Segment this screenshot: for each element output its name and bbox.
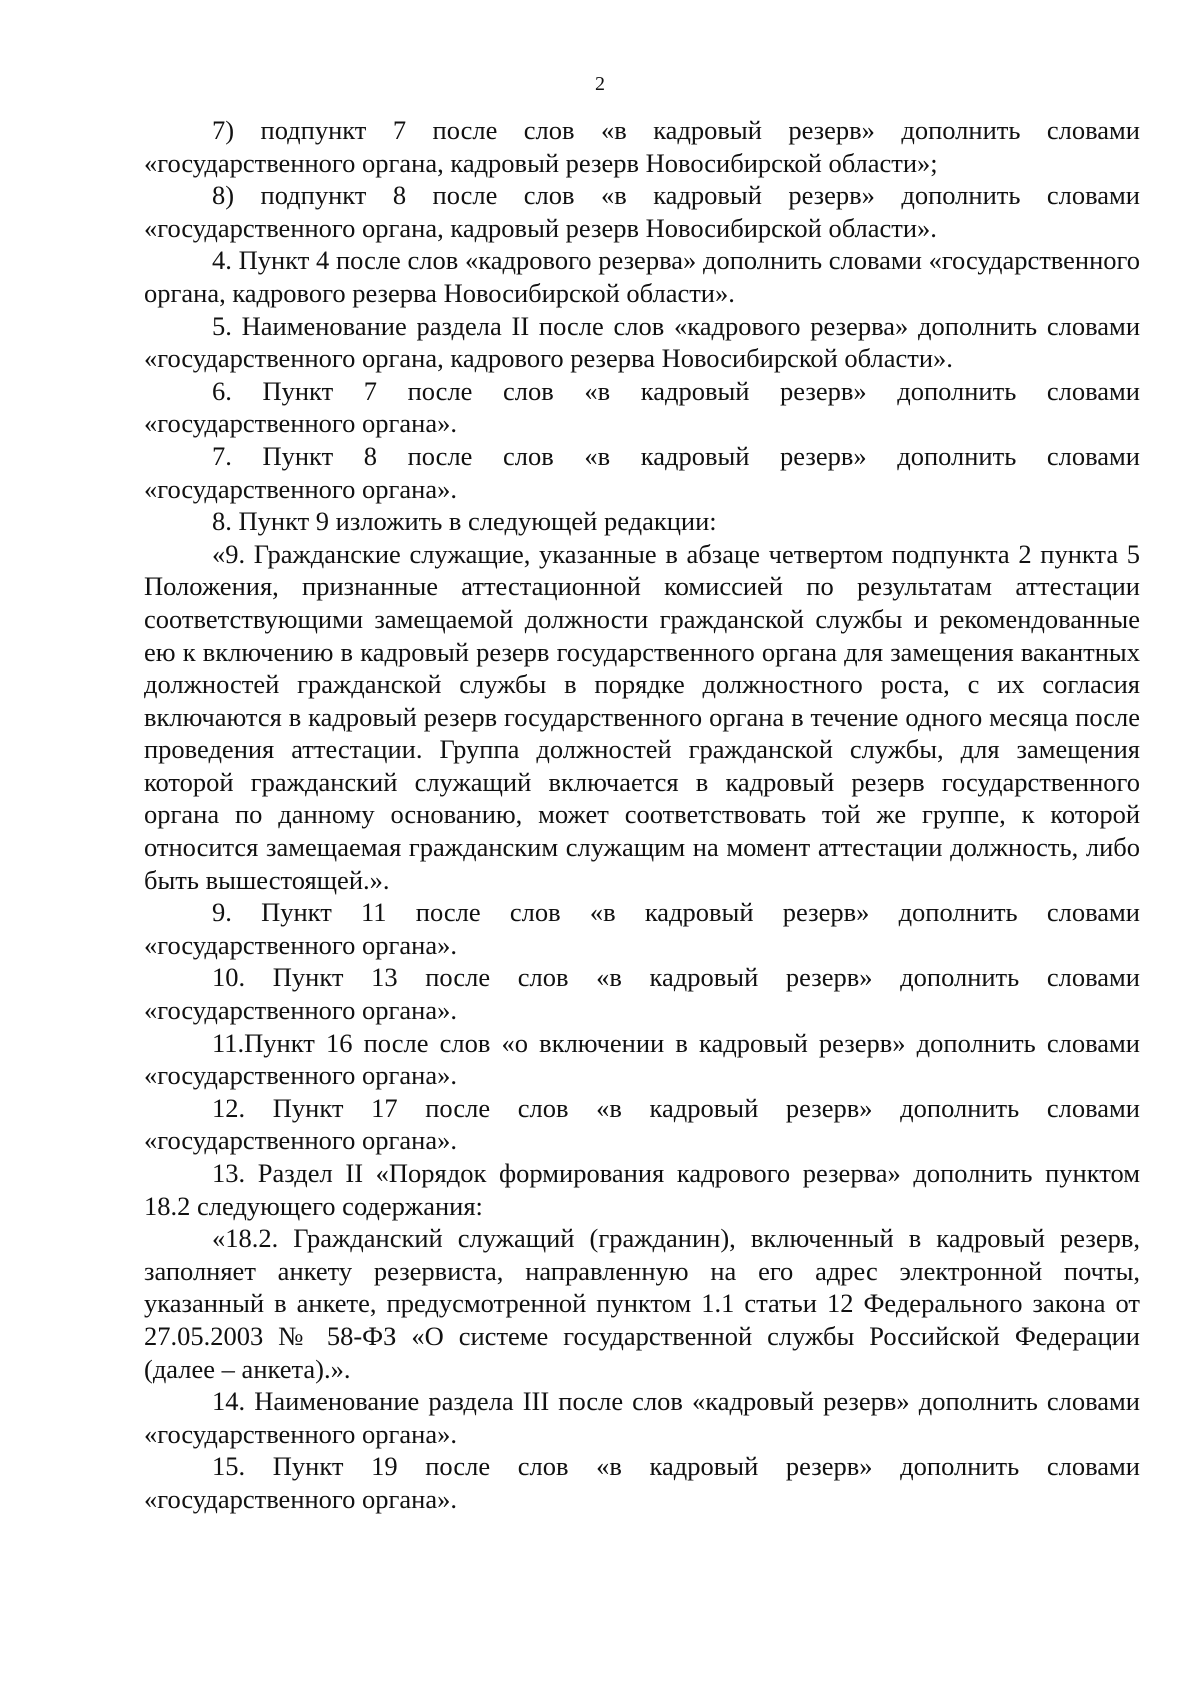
paragraph-item-14: 14. Наименование раздела III после слов «кадровый резерв» дополнить словами «государственного органа». [144,1386,1140,1449]
document-body [144,114,1140,1516]
paragraph-item-15: 15. Пункт 19 после слов «в кадровый резерв» дополнить словами «государственного органа». [144,1451,1140,1514]
paragraph-subitem-7: 7) подпункт 7 после слов «в кадровый резерв» дополнить словами «государственного органа, кадровый резерв Новосибирской области»; [144,115,1140,178]
paragraph-item-10: 10. Пункт 13 после слов «в кадровый резерв» дополнить словами «государственного органа». [144,962,1140,1026]
paragraph-item-13: 13. Раздел II «Порядок формирования кадрового резерва» дополнить пунктом 18.2 следующего содержания: [144,1158,1140,1221]
paragraph-item-9: 9. Пункт 11 после слов «в кадровый резерв» дополнить словами «государственного органа». [144,897,1140,960]
paragraph-item-7: 7. Пункт 8 после слов «в кадровый резерв» дополнить словами «государственного органа». [144,440,1140,504]
paragraph-item-12: 12. Пункт 17 после слов «в кадровый резерв» дополнить словами «государственного органа». [144,1092,1140,1156]
page-number: 2 [595,73,605,95]
paragraph-quoted-item-9: «9. Гражданские служащие, указанные в абзаце четвертом подпункта 2 пункта 5 Положения, признанные аттестационной комиссией по результатам аттестации соответствующими замещаемой должности гражданской службы и рекомендованные ею к включению в кадровый резерв государственного органа для замещения вакантных должностей гражданской службы в порядке должностного роста, с их согласия включаются в кадровый резерв государственного органа в течение одного месяца после проведения аттестации. Группа должностей гражданской службы, для замещения которой гражданский служащий включается в кадровый резерв государственного органа по данному основанию, может соответствовать той же группе, к которой относится замещаемая гражданским служащим на момент аттестации должность, либо быть вышестоящей.». [144,538,1140,895]
paragraph-quoted-item-18-2: «18.2. Гражданский служащий (гражданин), включенный в кадровый резерв, заполняет анкету резервиста, направленную на его адрес электронной почты, указанный в анкете, предусмотренной пунктом 1.1 статьи 12 Федерального закона от 27.05.2003 № 58-ФЗ «О системе государственной службы Российской Федерации (далее – анкета).». [144,1223,1140,1384]
paragraph-item-8: 8. Пункт 9 изложить в следующей редакции: [212,506,717,537]
paragraph-item-5: 5. Наименование раздела II после слов «кадрового резерва» дополнить словами «государственного органа, кадрового резерва Новосибирской области». [144,310,1140,374]
paragraph-item-11: 11.Пункт 16 после слов «о включении в кадровый резерв» дополнить словами «государственного органа». [144,1027,1140,1091]
paragraph-item-6: 6. Пункт 7 после слов «в кадровый резерв» дополнить словами «государственного органа». [144,375,1140,439]
paragraph-subitem-8: 8) подпункт 8 после слов «в кадровый резерв» дополнить словами «государственного органа, кадровый резерв Новосибирской области». [144,180,1140,243]
paragraph-item-4: 4. Пункт 4 после слов «кадрового резерва» дополнить словами «государственного органа, кадрового резерва Новосибирской области». [144,245,1140,308]
